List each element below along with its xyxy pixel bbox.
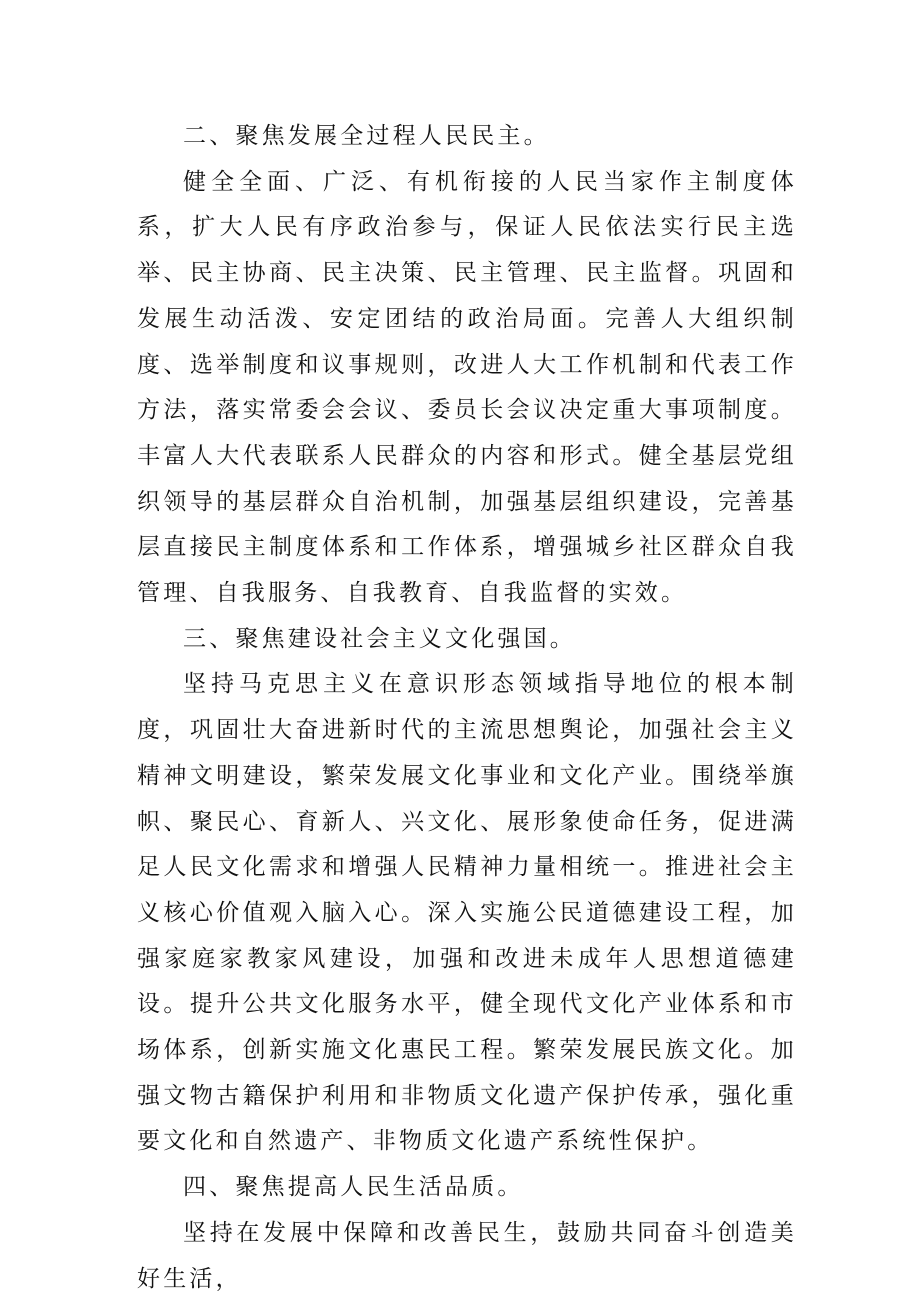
section-heading-3: 三、聚焦建设社会主义文化强国。 [183,625,576,652]
section-paragraph-2: 健全全面、广泛、有机衔接的人民当家作主制度体系，扩大人民有序政治参与，保证人民依法实行民主选举、民主协商、民主决策、民主管理、民主监督。巩固和发展生动活泼、安定团结的政治局面。完善人大组织制度、选举制度和议事规则，改进人大工作机制和代表工作方法，落实常委会会议、委员长会议决定重大事项制度。丰富人大代表联系人民群众的内容和形式。健全基层党组织领导的基层群众自治机制，加强基层组织建设，完善基层直接民主制度体系和工作体系，增强城乡社区群众自我管理、自我服务、自我教育、自我监督的实效。 [137,168,797,607]
section-heading-2: 二、聚焦发展全过程人民民主。 [183,123,550,149]
section-paragraph-3: 坚持马克思主义在意识形态领域指导地位的根本制度，巩固壮大奋进新时代的主流思想舆论，加强社会主义精神文明建设，繁荣发展文化事业和文化产业。围绕举旗帜、聚民心、育新人、兴文化、展形象使命任务，促进满足人民文化需求和增强人民精神力量相统一。推进社会主义核心价值观入脑入心。深入实施公民道德建设工程，加强家庭家教家风建设，加强和改进未成年人思想道德建设。提升公共文化服务水平，健全现代文化产业体系和市场体系，创新实施文化惠民工程。繁荣发展民族文化。加强文物古籍保护利用和非物质文化遗产保护传承，强化重要文化和自然遗产、非物质文化遗产系统性保护。 [137,671,797,1155]
section-heading-4: 四、聚焦提高人民生活品质。 [183,1174,524,1201]
document-body [137,114,797,1302]
section-paragraph-4: 坚持在发展中保障和改善民生，鼓励共同奋斗创造美好生活， [137,1219,797,1292]
